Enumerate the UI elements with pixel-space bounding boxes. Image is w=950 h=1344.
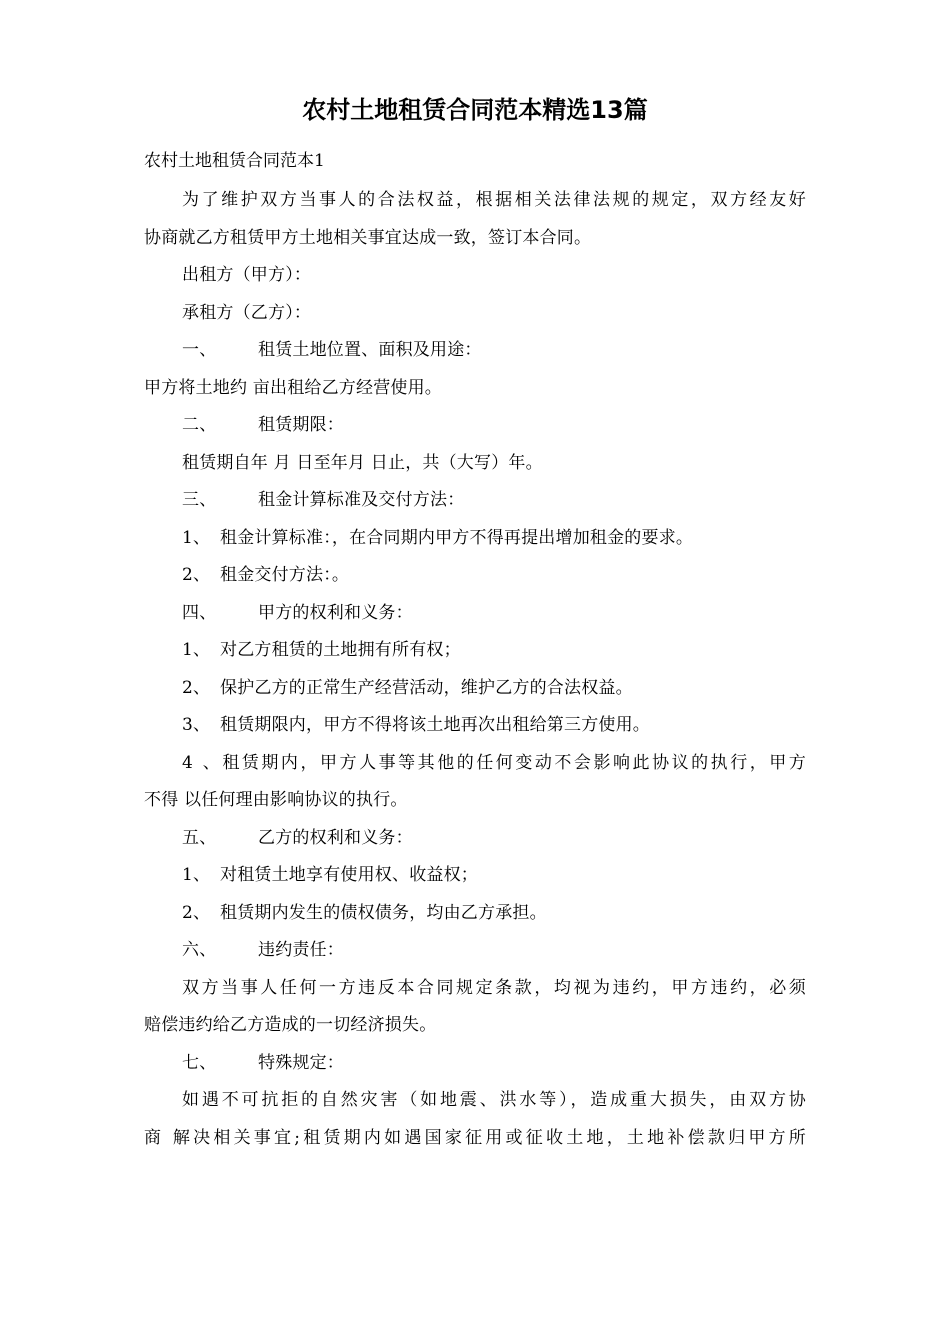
section-4-item-2-text: 保护乙方的正常生产经营活动，维护乙方的合法权益。 (220, 677, 633, 698)
section-3-number: 三、 (182, 490, 217, 510)
section-6-text-line-1: 双方当事人任何一方违反本合同规定条款，均视为违约，甲方违约，必须 (182, 977, 806, 998)
section-5-item-2-text: 租赁期内发生的债权债务，均由乙方承担。 (220, 902, 547, 923)
section-4-item-2 (144, 670, 806, 708)
section-6-text-line-2: 赔偿违约给乙方造成的一切经济损失。 (144, 1015, 437, 1035)
section-4-item-4-number: 4、 (182, 752, 220, 773)
section-5-heading (144, 820, 806, 858)
section-5-item-1-number: 1、 (182, 865, 211, 885)
section-5-item-2 (144, 895, 806, 933)
section-2-number: 二、 (182, 415, 217, 435)
section-6-heading (144, 932, 806, 970)
section-3-item-2 (144, 557, 806, 595)
section-6-title: 违约责任： (258, 940, 344, 960)
section-4-item-1 (144, 632, 806, 670)
section-5-number: 五、 (182, 827, 217, 848)
section-7-text-line-1: 如遇不可抗拒的自然灾害（如地震、洪水等），造成重大损失，由双方协 (182, 1090, 806, 1110)
intro-paragraph-line-2: 协商就乙方租赁甲方土地相关事宜达成一致，签订本合同。 (144, 227, 592, 248)
section-4-item-3-text: 租赁期限内，甲方不得将该土地再次出租给第三方使用。 (220, 715, 650, 735)
section-3-title: 租金计算标准及交付方法： (258, 490, 465, 510)
section-5-title: 乙方的权利和义务： (258, 827, 413, 848)
section-3-item-1-text: 租金计算标准：，在合同期内甲方不得再提出增加租金的要求。 (220, 527, 694, 548)
section-7-heading (144, 1045, 806, 1083)
section-4-item-4-continued: 不得 以任何理由影响协议的执行。 (144, 790, 408, 810)
section-4-item-1-number: 1、 (182, 640, 211, 660)
section-2-title: 租赁期限： (258, 415, 344, 435)
section-7-title: 特殊规定： (258, 1052, 344, 1073)
section-3-heading (144, 482, 806, 520)
section-4-item-1-text: 对乙方租赁的土地拥有所有权； (220, 640, 461, 660)
section-5-item-1-text: 对租赁土地享有使用权、收益权； (220, 865, 478, 885)
section-4-item-3 (144, 707, 806, 745)
section-3-item-1-number: 1、 (182, 527, 211, 548)
section-4-item-4-text: 租赁期内，甲方人事等其他的任何变动不会影响此协议的执行，甲方 (220, 752, 806, 773)
section-4-number: 四、 (182, 602, 217, 623)
section-1-title: 租赁土地位置、面积及用途： (258, 340, 482, 360)
section-1-number: 一、 (182, 340, 217, 360)
section-3-item-2-text: 租金交付方法：。 (220, 565, 350, 585)
document-title: 农村土地租赁合同范本精选13篇 (302, 96, 648, 124)
intro-paragraph-line-1: 为了维护双方当事人的合法权益，根据相关法律法规的规定，双方经友好 (182, 190, 806, 210)
section-4-title: 甲方的权利和义务： (258, 602, 413, 623)
lessor-line: 出租方（甲方）： (182, 265, 312, 285)
section-4-item-4 (144, 745, 806, 783)
section-2-text: 租赁期自年 月 日至年月 日止，共（大写）年。 (182, 452, 543, 473)
section-5-item-2-number: 2、 (182, 902, 211, 923)
contract-body (144, 182, 806, 1157)
section-4-heading (144, 595, 806, 633)
section-4-item-2-number: 2、 (182, 677, 211, 698)
section-7-number: 七、 (182, 1052, 217, 1073)
section-6-number: 六、 (182, 940, 217, 960)
section-1-heading (144, 332, 806, 370)
section-4-item-3-number: 3、 (182, 715, 211, 735)
section-3-item-2-number: 2、 (182, 565, 211, 585)
contract-subtitle: 农村土地租赁合同范本1 (144, 151, 325, 171)
section-7-text-line-2: 商 解决相关事宜;租赁期内如遇国家征用或征收土地，土地补偿款归甲方所 (144, 1127, 806, 1148)
section-2-heading (144, 407, 806, 445)
section-3-item-1 (144, 520, 806, 558)
section-5-item-1 (144, 857, 806, 895)
lessee-line: 承租方（乙方）： (182, 302, 312, 323)
section-1-text: 甲方将土地约 亩出租给乙方经营使用。 (144, 377, 443, 398)
